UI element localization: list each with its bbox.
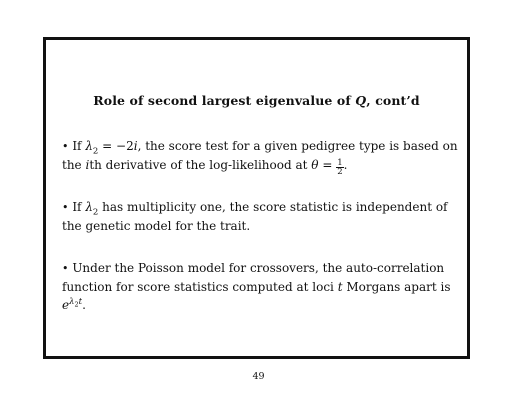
bullet-text: = [318, 158, 337, 172]
title-suffix: , cont’d [366, 93, 420, 108]
variable-i: i [133, 139, 138, 153]
exp-base: e [62, 298, 70, 312]
lambda-symbol: λ [85, 139, 93, 153]
bullet-score-test [62, 137, 467, 176]
title-prefix: Role of second largest eigenvalue of [93, 93, 356, 108]
bullet-text: . [343, 158, 348, 172]
bullet-text: If [68, 200, 86, 214]
bullet-dot: • [62, 201, 69, 214]
bullet-dot: • [62, 140, 69, 153]
theta-symbol: θ [311, 158, 319, 172]
fraction-one-half [336, 159, 343, 176]
bullet-text: has multiplicity one, the score statistic is independent of the genetic model for the trait. [62, 200, 448, 233]
bullet-poisson-model [62, 259, 467, 314]
bullet-text: Morgans apart is [342, 280, 451, 294]
bullet-text: . [82, 298, 86, 312]
bullet-text: th derivative of the log-likelihood at [89, 158, 312, 172]
bullet-text: = −2 [98, 139, 134, 153]
bullet-dot: • [62, 262, 69, 275]
fraction-numerator: 1 [337, 158, 343, 168]
lambda-symbol: λ [69, 297, 75, 307]
lambda-subscript: 2 [74, 300, 79, 309]
lambda-subscript: 2 [92, 207, 99, 218]
variable-t: t [78, 297, 83, 307]
bullet-text: , the score test for a given pedigree type is based on the [62, 139, 458, 172]
fraction-denominator: 2 [337, 167, 343, 177]
bullet-text: Under the Poisson model for crossovers, the auto-correlation function for score statistics computed at loci [62, 261, 445, 294]
bullet-text: If [68, 139, 86, 153]
exponent [69, 297, 82, 307]
lambda-symbol: λ [85, 200, 93, 214]
slide-title [46, 93, 467, 108]
bullet-multiplicity [62, 198, 467, 235]
title-variable: Q [355, 93, 367, 108]
variable-t: t [337, 280, 343, 294]
lambda-subscript: 2 [92, 146, 99, 157]
slide-frame [43, 37, 470, 359]
variable-i: i [85, 158, 90, 172]
page-number: 49 [252, 371, 265, 382]
